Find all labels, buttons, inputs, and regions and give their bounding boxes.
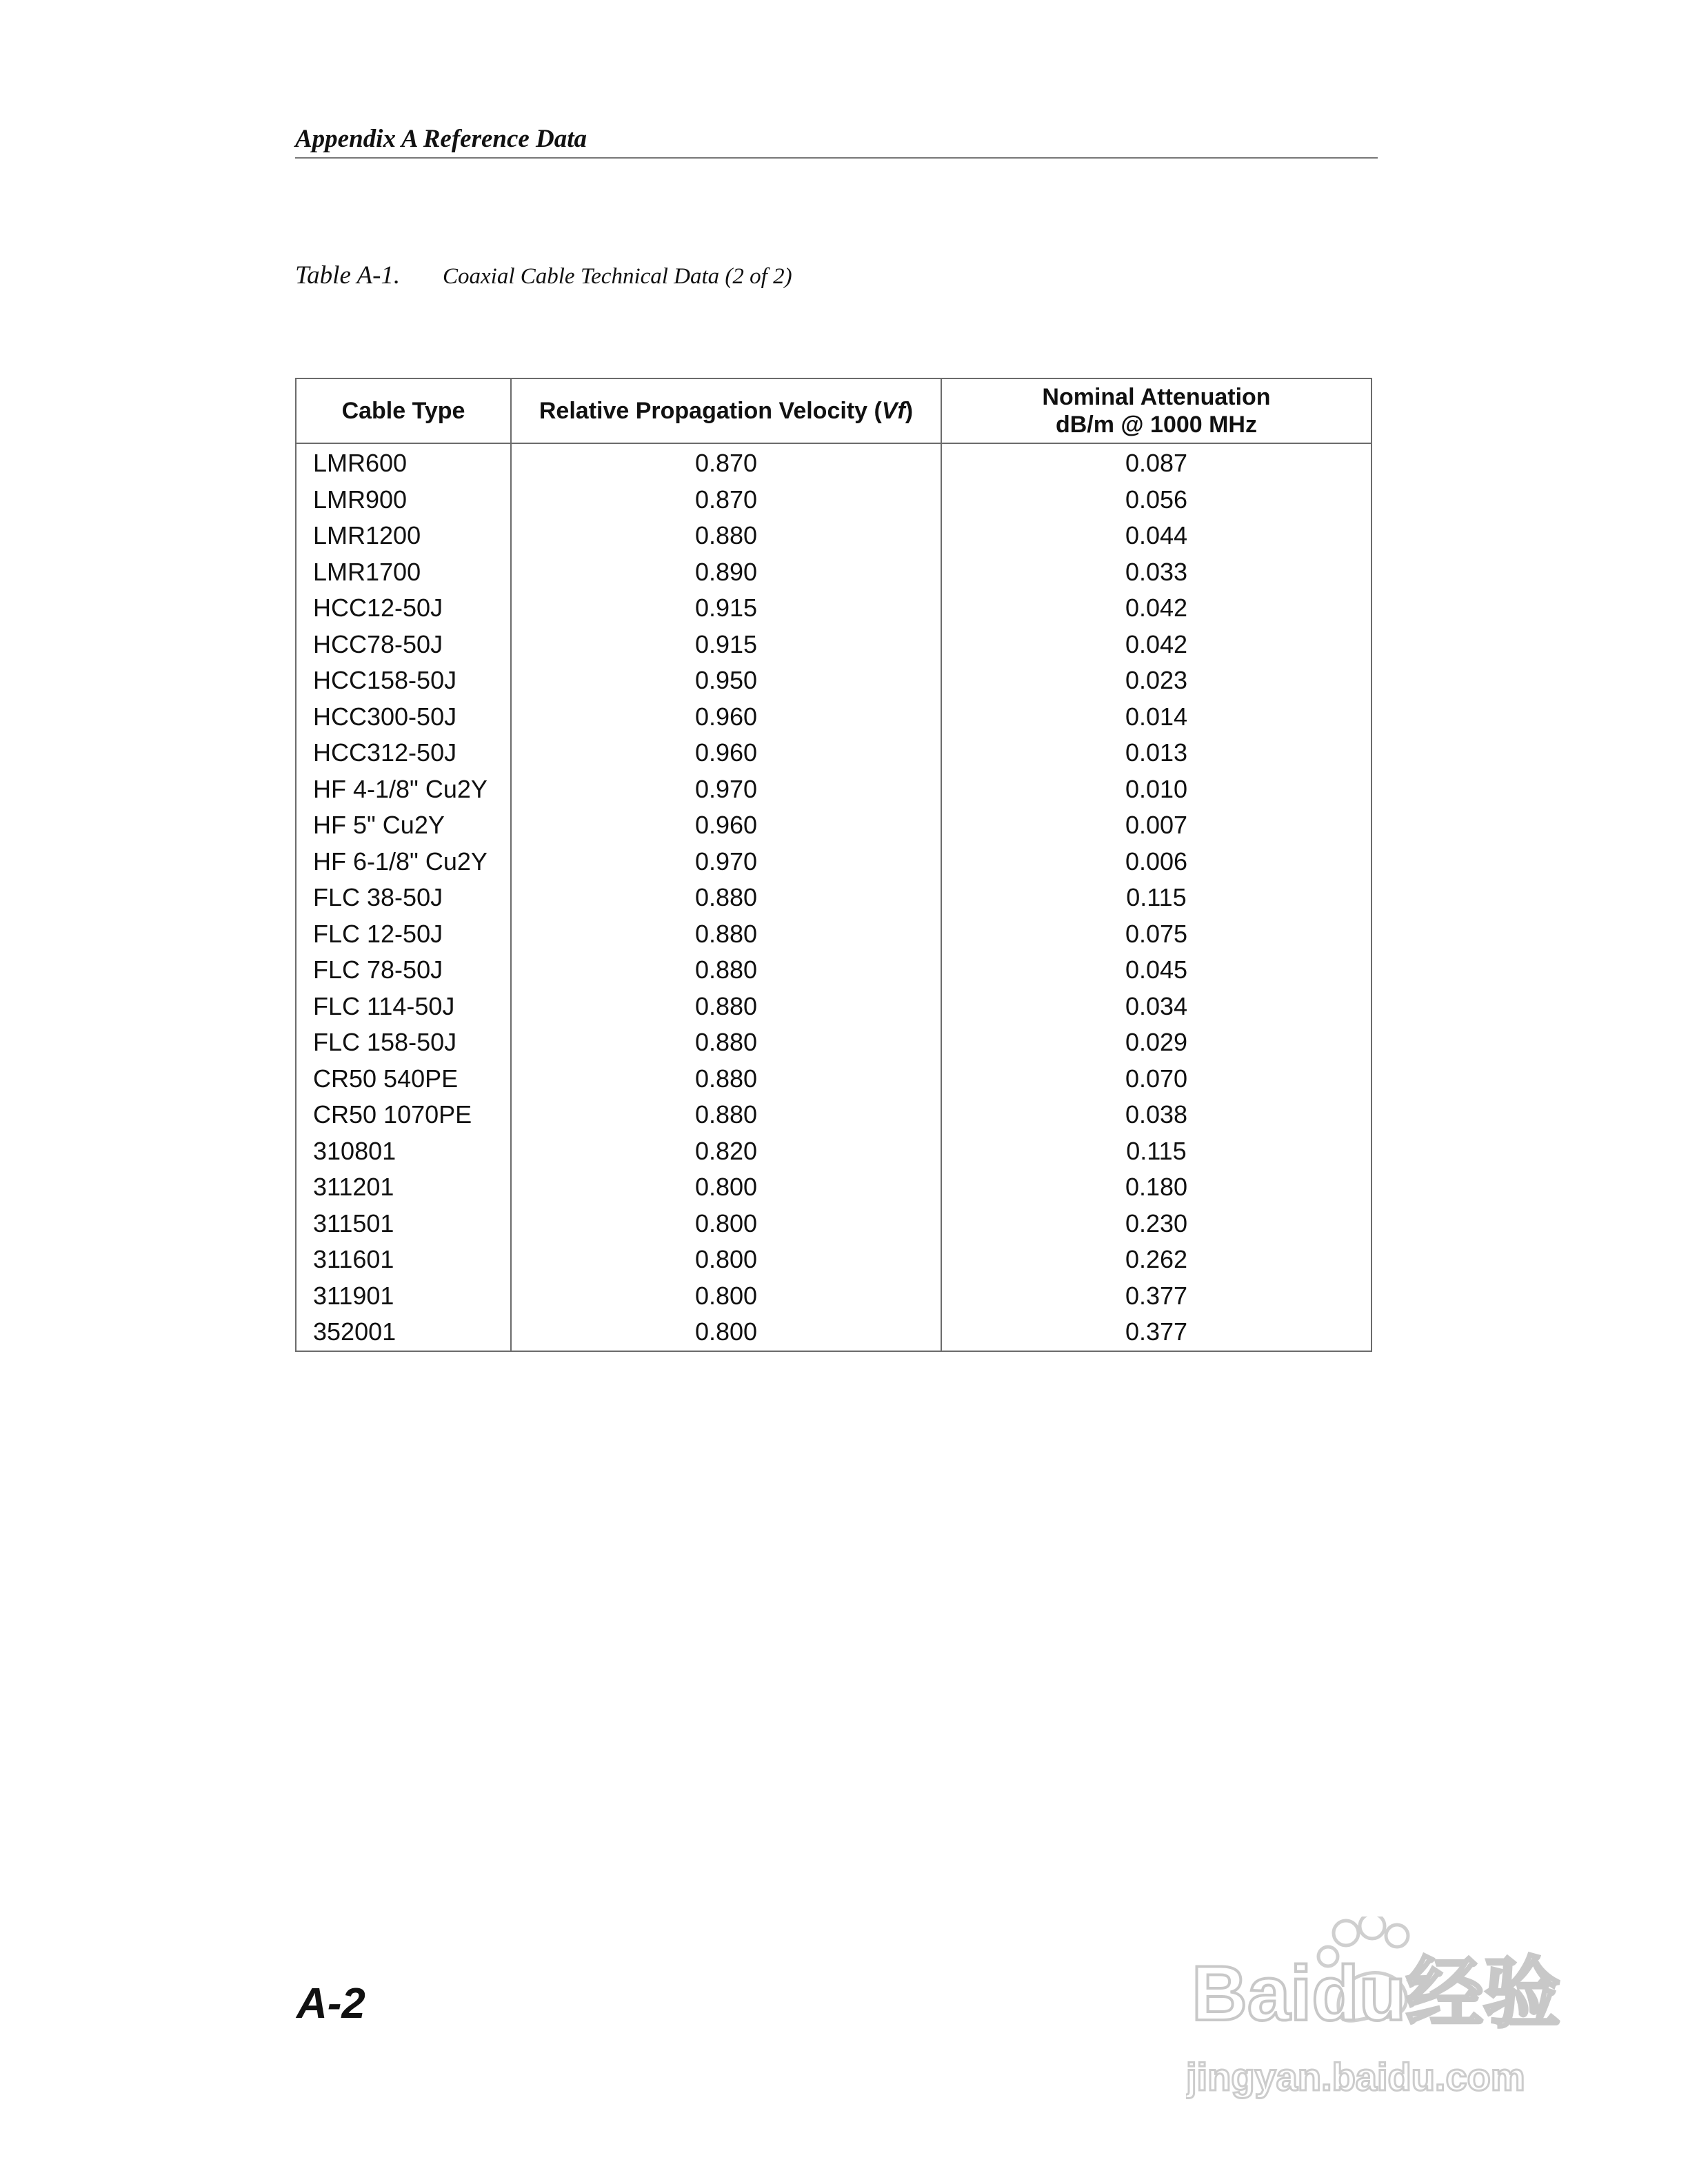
cable-type-cell: HCC312-50J — [296, 735, 511, 771]
attenuation-cell: 0.070 — [941, 1061, 1372, 1098]
cable-type-cell: LMR600 — [296, 443, 511, 482]
attenuation-cell: 0.029 — [941, 1024, 1372, 1061]
watermark-brand: Baidu经验 — [1192, 1950, 1561, 2036]
velocity-cell: 0.880 — [511, 989, 941, 1025]
attenuation-cell: 0.034 — [941, 989, 1372, 1025]
attenuation-cell: 0.007 — [941, 807, 1372, 844]
attenuation-cell: 0.045 — [941, 952, 1372, 989]
attenuation-cell: 0.042 — [941, 590, 1372, 627]
velocity-cell: 0.880 — [511, 880, 941, 916]
velocity-cell: 0.915 — [511, 627, 941, 663]
table-body — [296, 443, 1372, 1351]
cable-type-cell: 311601 — [296, 1242, 511, 1278]
attenuation-cell: 0.013 — [941, 735, 1372, 771]
running-header: Appendix A Reference Data — [295, 125, 587, 153]
table-row — [296, 1097, 1372, 1133]
cable-type-cell: FLC 38-50J — [296, 880, 511, 916]
table-row — [296, 699, 1372, 736]
table-row — [296, 1133, 1372, 1170]
table-header-row — [296, 378, 1372, 443]
attenuation-cell: 0.115 — [941, 1133, 1372, 1170]
cable-type-cell: LMR900 — [296, 482, 511, 518]
table-row — [296, 663, 1372, 699]
velocity-cell: 0.880 — [511, 518, 941, 554]
attenuation-header-line1: Nominal Attenuation — [1042, 384, 1271, 410]
velocity-cell: 0.880 — [511, 952, 941, 989]
table-row — [296, 1242, 1372, 1278]
attenuation-header-line2: dB/m @ 1000 MHz — [1055, 412, 1257, 438]
attenuation-cell: 0.033 — [941, 554, 1372, 591]
velocity-cell: 0.915 — [511, 590, 941, 627]
cable-type-cell: FLC 114-50J — [296, 989, 511, 1025]
paw-pad-2 — [1360, 1917, 1385, 1939]
attenuation-cell: 0.262 — [941, 1242, 1372, 1278]
table-row — [296, 627, 1372, 663]
velocity-cell: 0.960 — [511, 807, 941, 844]
table-row — [296, 1169, 1372, 1206]
cable-type-cell: HCC300-50J — [296, 699, 511, 736]
velocity-header-symbol: Vf — [881, 398, 905, 424]
table-row — [296, 1061, 1372, 1098]
cable-type-cell: 311901 — [296, 1278, 511, 1315]
table-row — [296, 554, 1372, 591]
table-row — [296, 880, 1372, 916]
table-row — [296, 844, 1372, 880]
table-caption-number: Table A-1. — [295, 261, 401, 290]
column-header-attenuation — [941, 378, 1372, 443]
table-row — [296, 1206, 1372, 1242]
table-caption — [295, 261, 792, 290]
cable-type-cell: LMR1700 — [296, 554, 511, 591]
cable-type-cell: FLC 158-50J — [296, 1024, 511, 1061]
velocity-cell: 0.880 — [511, 1024, 941, 1061]
velocity-cell: 0.950 — [511, 663, 941, 699]
velocity-cell: 0.820 — [511, 1133, 941, 1170]
cable-type-cell: 311201 — [296, 1169, 511, 1206]
attenuation-cell: 0.010 — [941, 771, 1372, 808]
velocity-cell: 0.800 — [511, 1314, 941, 1351]
velocity-cell: 0.960 — [511, 699, 941, 736]
table-row — [296, 443, 1372, 482]
velocity-cell: 0.880 — [511, 1061, 941, 1098]
velocity-header-prefix: Relative Propagation Velocity ( — [539, 398, 882, 424]
cable-type-cell: CR50 1070PE — [296, 1097, 511, 1133]
table-row — [296, 1314, 1372, 1351]
cable-type-cell: HCC12-50J — [296, 590, 511, 627]
velocity-cell: 0.800 — [511, 1206, 941, 1242]
table-row — [296, 735, 1372, 771]
velocity-cell: 0.890 — [511, 554, 941, 591]
velocity-cell: 0.880 — [511, 1097, 941, 1133]
baidu-jingyan-watermark — [1186, 1917, 1586, 2123]
attenuation-cell: 0.115 — [941, 880, 1372, 916]
attenuation-cell: 0.377 — [941, 1278, 1372, 1315]
table-row — [296, 916, 1372, 953]
velocity-cell: 0.800 — [511, 1242, 941, 1278]
table-row — [296, 518, 1372, 554]
attenuation-cell: 0.044 — [941, 518, 1372, 554]
cable-type-cell: 311501 — [296, 1206, 511, 1242]
coaxial-cable-table — [295, 378, 1372, 1352]
velocity-cell: 0.800 — [511, 1169, 941, 1206]
attenuation-cell: 0.023 — [941, 663, 1372, 699]
attenuation-cell: 0.038 — [941, 1097, 1372, 1133]
watermark-url: jingyan.baidu.com — [1186, 2055, 1525, 2099]
paw-pad-1 — [1334, 1921, 1358, 1945]
velocity-cell: 0.880 — [511, 916, 941, 953]
attenuation-cell: 0.075 — [941, 916, 1372, 953]
attenuation-cell: 0.087 — [941, 443, 1372, 482]
table-row — [296, 590, 1372, 627]
cable-type-cell: FLC 12-50J — [296, 916, 511, 953]
cable-type-cell: HCC78-50J — [296, 627, 511, 663]
attenuation-cell: 0.377 — [941, 1314, 1372, 1351]
attenuation-cell: 0.230 — [941, 1206, 1372, 1242]
velocity-cell: 0.870 — [511, 443, 941, 482]
paw-pad-3 — [1386, 1925, 1408, 1947]
column-header-velocity — [511, 378, 941, 443]
velocity-cell: 0.800 — [511, 1278, 941, 1315]
table-row — [296, 1278, 1372, 1315]
cable-type-cell: 310801 — [296, 1133, 511, 1170]
column-header-cable-type: Cable Type — [296, 378, 511, 443]
cable-type-cell: 352001 — [296, 1314, 511, 1351]
table-row — [296, 952, 1372, 989]
cable-type-cell: HCC158-50J — [296, 663, 511, 699]
velocity-cell: 0.970 — [511, 844, 941, 880]
header-rule — [295, 157, 1378, 159]
page-number: A-2 — [297, 1980, 365, 2028]
velocity-cell: 0.970 — [511, 771, 941, 808]
table-row — [296, 989, 1372, 1025]
cable-type-cell: HF 4-1/8" Cu2Y — [296, 771, 511, 808]
velocity-cell: 0.960 — [511, 735, 941, 771]
cable-type-cell: LMR1200 — [296, 518, 511, 554]
cable-type-cell: HF 6-1/8" Cu2Y — [296, 844, 511, 880]
cable-type-cell: FLC 78-50J — [296, 952, 511, 989]
attenuation-cell: 0.006 — [941, 844, 1372, 880]
table-row — [296, 482, 1372, 518]
attenuation-cell: 0.180 — [941, 1169, 1372, 1206]
velocity-header-suffix: ) — [905, 398, 914, 424]
table-row — [296, 1024, 1372, 1061]
cable-type-cell: HF 5" Cu2Y — [296, 807, 511, 844]
velocity-cell: 0.870 — [511, 482, 941, 518]
table-row — [296, 771, 1372, 808]
attenuation-cell: 0.042 — [941, 627, 1372, 663]
attenuation-cell: 0.056 — [941, 482, 1372, 518]
cable-type-cell: CR50 540PE — [296, 1061, 511, 1098]
attenuation-cell: 0.014 — [941, 699, 1372, 736]
table-caption-title: Coaxial Cable Technical Data (2 of 2) — [443, 264, 792, 289]
table-row — [296, 807, 1372, 844]
